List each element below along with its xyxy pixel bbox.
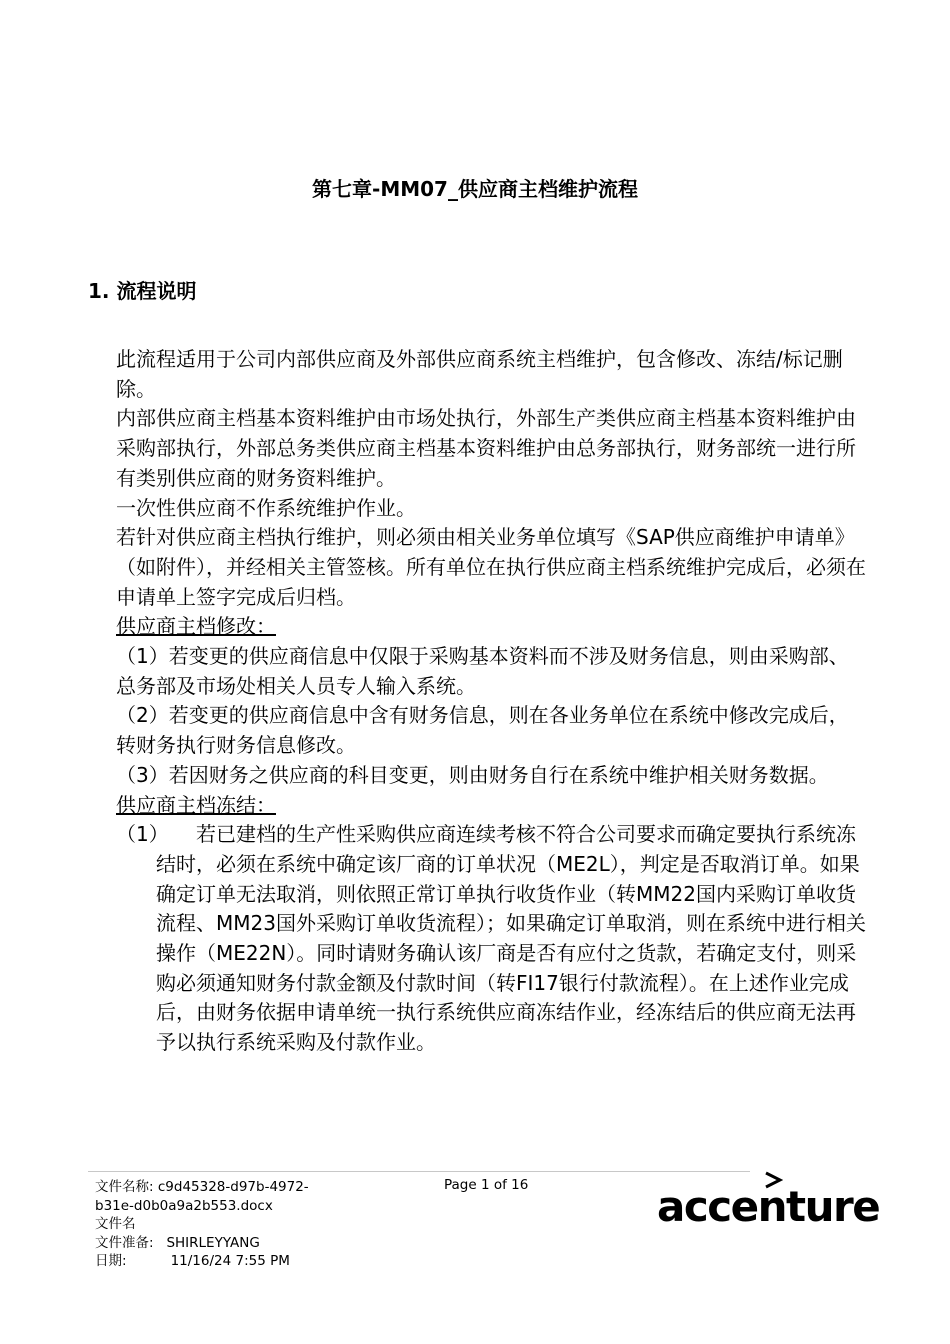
- date-value: 11/16/24 7:55 PM: [170, 1253, 290, 1270]
- footer-info: [95, 1178, 309, 1271]
- modify-heading: 供应商主档修改：: [116, 614, 276, 639]
- prepared-value: SHIRLEYYANG: [166, 1234, 260, 1251]
- freeze-heading: 供应商主档冻结：: [116, 792, 276, 817]
- item-text: 若已建档的生产性采购供应商连续考核不符合公司要求而确定要执行系统冻结时，必须在系统中确定该厂商的订单状况（ME2L），判定是否取消订单。如果确定订单无法取消，则依照正常订单执行收货作业（转MM22国内采购订单收货流程、MM23国外采购订单收货流程）；如果确定订单取消，则在系统中进行相关操作（ME22N）。同时请财务确认该厂商是否有应付之货款，若确定支付，则采购必须通知财务付款金额及付款时间（转FI17银行付款流程）。在上述作业完成后，由财务依据申请单统一执行系统供应商冻结作业，经冻结后的供应商无法再予以执行系统采购及付款作业。: [156, 822, 866, 1055]
- modify-item-2: [116, 701, 866, 760]
- logo-text: accenture: [657, 1182, 880, 1231]
- accenture-logo: [653, 1168, 880, 1232]
- file-name-line3: 文件名: [95, 1216, 136, 1233]
- modify-item-3: [116, 761, 866, 791]
- item-text: 若因财务之供应商的科目变更，则由财务自行在系统中维护相关财务数据。: [168, 762, 829, 787]
- footer-divider: [88, 1171, 750, 1172]
- paragraph-scope: 此流程适用于公司内部供应商及外部供应商系统主档维护，包含修改、冻结/标记删除。: [116, 347, 843, 401]
- date-label: 日期:: [95, 1253, 127, 1270]
- item-number: （2）: [116, 703, 169, 728]
- item-number: （3）: [116, 762, 169, 787]
- section-heading: 1. 流程说明: [88, 279, 197, 303]
- freeze-item-1: [116, 820, 866, 1058]
- file-name-value-cont: b31e-d0b0a9a2b553.docx: [95, 1197, 273, 1214]
- item-text: 若变更的供应商信息中仅限于采购基本资料而不涉及财务信息，则由采购部、总务部及市场处相关人员专人输入系统。: [116, 644, 849, 698]
- body-text: [116, 345, 866, 1058]
- page-number: Page 1 of 16: [444, 1177, 529, 1193]
- item-number: （1）: [116, 644, 169, 669]
- item-number: （1）: [116, 822, 169, 847]
- paragraph-responsibility: 内部供应商主档基本资料维护由市场处执行，外部生产类供应商主档基本资料维护由采购部执行，外部总务类供应商主档基本资料维护由总务部执行，财务部统一进行所有类别供应商的财务资料维护。: [116, 406, 856, 490]
- prepared-label: 文件准备:: [95, 1234, 154, 1251]
- item-text: 若变更的供应商信息中含有财务信息，则在各业务单位在系统中修改完成后，转财务执行财务信息修改。: [116, 703, 849, 758]
- modify-item-1: [116, 642, 866, 701]
- paragraph-application: 若针对供应商主档执行维护，则必须由相关业务单位填写《SAP供应商维护申请单》（如附件），并经相关主管签核。所有单位在执行供应商主档系统维护完成后，必须在申请单上签字完成后归档。: [116, 525, 866, 609]
- file-name-value: c9d45328-d97b-4972-: [157, 1179, 309, 1195]
- page-title: 第七章-MM07_供应商主档维护流程: [312, 177, 638, 201]
- paragraph-one-time: 一次性供应商不作系统维护作业。: [116, 495, 416, 520]
- file-name-label: 文件名称:: [95, 1179, 154, 1195]
